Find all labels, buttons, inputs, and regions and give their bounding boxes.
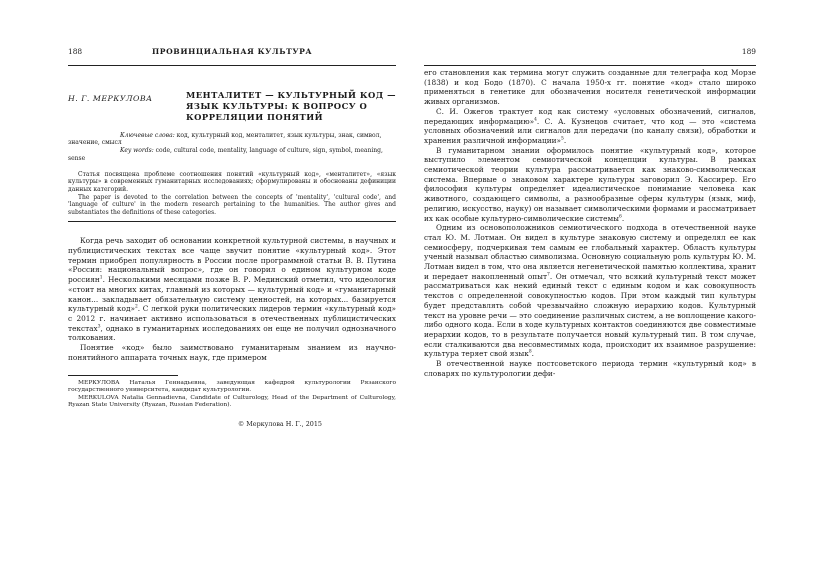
- text-run: .: [531, 349, 534, 359]
- running-head: [424, 45, 756, 65]
- footnote-ref: 2: [134, 304, 138, 310]
- footnote-ref: 5: [561, 136, 564, 142]
- text-run: . Он отмечал, что всякий культурный текст может рассматриваться как некий единый текст с единым кодом и как совокупность текстов с определенной совокупностью кодов. При этом каждый тип культуры будет представлять собой чрезвычайно сложную иерархию кодов. Культурный текст на уровне речи — это соединение различных систем, а не воплощение какого-либо одного кода. Если в ходе культурных контактов соединяются две совместимые иерархии кодов, то в результате получается новый культурный тип. В том случае, если сталкиваются два несовместимых кода, происходит их взаимное разрушение: культура теряет свой язык: [424, 271, 756, 359]
- paragraph: [424, 107, 756, 146]
- abstract: [68, 171, 396, 217]
- left-body: [68, 236, 396, 362]
- author-name: Н. Г. МЕРКУЛОВА: [68, 94, 153, 103]
- copyright: © Меркулова Н. Г., 2015: [237, 419, 322, 428]
- page-number: 189: [741, 47, 756, 56]
- text-run: .: [621, 213, 625, 223]
- header-rule: [68, 65, 396, 66]
- keywords-ru: [16, 132, 396, 148]
- page-number: 188: [68, 47, 83, 56]
- abstract-en: The paper is devoted to the correlation between the concepts of 'mentality', 'cultural code', and 'language of culture' in the modern research pertaining to the humanities. The author gives and substantiates the definitions of these categories.: [68, 193, 396, 216]
- paragraph: его становления как термина могут служить созданные для телеграфа код Морзе (1838) и код Бодо (1870). С начала 1950-х гг. понятие «код» стало широко применяться в генетике для обозначения носителя генетической информации живых организмов.: [424, 68, 756, 107]
- text-run: Одним из основоположников семиотического подхода в отечественной науке стал Ю. М. Лотман. Он видел в культуре знаковую систему и определял ее как семиосферу, подчеркивая тем самым ее глобальный характер. Областъ культуры ученый называл областью символизма. Основную социальную роль культуры Ю. М. Лотман видел в том, что она является негенетической памятью коллектива, хранит и передает накопленный опыт: [424, 223, 756, 281]
- text-run: В гуманитарном знании оформилось понятие «культурный код», которое выступило элементом семиотической концепции культуры. В рамках семиотической теории культура рассматривается как знаково-символическая система. Впервые о знаковом характере культуры заговорил Э. Кассирер. Его философия культуры определяет идеалистическое понимание человека как животного, создающего символы, а разнообразные сферы культуры (язык, миф, религию, искусство, науку) он называет символическими формами и рассматривает их как особые культурно-символические системы: [424, 145, 756, 223]
- footnote-ref: 6: [619, 214, 622, 220]
- paragraph: [68, 236, 396, 343]
- right-body: [424, 68, 756, 379]
- text-run: . С. А. Кузнецов считает, что код — это «система условных обозначений или сигналов для передачи (по каналу связи), обработки и хранения различной информации»: [424, 116, 756, 145]
- keywords-ru-label: Ключевые слова:: [120, 131, 175, 139]
- keywords-ru-text: код, культурный код, менталитет, язык культуры, знак, символ, значение, смысл: [68, 131, 382, 147]
- footnote-ref: 1: [99, 275, 103, 281]
- paragraph: [424, 223, 756, 359]
- header-rule: [424, 65, 756, 66]
- footnote-rule: [68, 375, 178, 376]
- abstract-ru: Статья посвящена проблеме соотношения понятий «культурный код», «менталитет», «язык культуры» в современных гуманитарных исследованиях; сформулированы и обоснованы дефиниции данных категорий.: [68, 170, 396, 193]
- text-run: . С легкой руки политических лидеров термин «культурный код» с 2012 г. начинает активно использоваться в отечественных публицистических текстах: [68, 304, 397, 333]
- keywords-en: [16, 147, 396, 163]
- abstract-rule: [68, 221, 396, 222]
- text-run: , однако в гуманитарных исследованиях он еще не получил однозначного толкования.: [68, 323, 396, 343]
- author-footnote: [68, 380, 396, 410]
- footnote-ref: 7: [547, 272, 550, 278]
- running-title: ПРОВИНЦИАЛЬНАЯ КУЛЬТУРА: [152, 47, 313, 56]
- article-title: МЕНТАЛИТЕТ — КУЛЬТУРНЫЙ КОД — ЯЗЫК КУЛЬТУРЫ: К ВОПРОСУ О КОРРЕЛЯЦИИ ПОНЯТИЙ: [186, 90, 397, 123]
- right-page: [410, 0, 820, 580]
- article-header: [68, 90, 396, 124]
- text-run: .: [563, 135, 567, 145]
- keywords-en-label: Key words:: [120, 147, 154, 155]
- footnote-ru: МЕРКУЛОВА Наталья Геннадьевна, заведующая кафедрой культурологии Рязанского государственного университета, кандидат культурологии.: [68, 379, 396, 394]
- paragraph: [424, 146, 756, 224]
- footnote-ref: 8: [528, 349, 532, 355]
- footnote-en: MERKULOVA Natalia Gennadievna, Candidate of Culturology, Head of the Department of Culturology, Ryazan State University (Ryazan, Russian Federation).: [68, 394, 396, 409]
- text-run: С. И. Ожегов трактует код как систему «условных обозначений, сигналов, передающих информацию»: [424, 106, 756, 126]
- text-run: . Несколькими месяцами позже В. Р. Мединский отметил, что идеология «стоит на многих китах, главный из которых — культурный код» и «гуманитарный канон... закладывает обязательную систему ценностей, на которых... базируется культурный код»: [68, 275, 396, 314]
- paragraph: Понятие «код» было заимствовано гуманитарным знанием из научно-понятийного аппарата точных наук, где примером: [68, 343, 396, 362]
- text-run: Когда речь заходит об основании конкретной культурной системы, в научных и публицистических текстах все чаще звучит понятие «культурный код». Этот термин приобрел популярность в России после программной статьи В. В. Путина «Россия: национальный вопрос», где он говорил о едином культурном коде россиян: [68, 236, 396, 285]
- paragraph: В отечественной науке постсоветского периода термин «культурный код» в словарях по культурологии дефи-: [424, 359, 756, 378]
- footnote-ref: 4: [534, 117, 537, 123]
- keywords-en-text: code, cultural code, mentality, language of culture, sign, symbol, meaning, sense: [68, 147, 383, 162]
- footnote-ref: 3: [97, 324, 101, 330]
- running-head: [68, 45, 396, 65]
